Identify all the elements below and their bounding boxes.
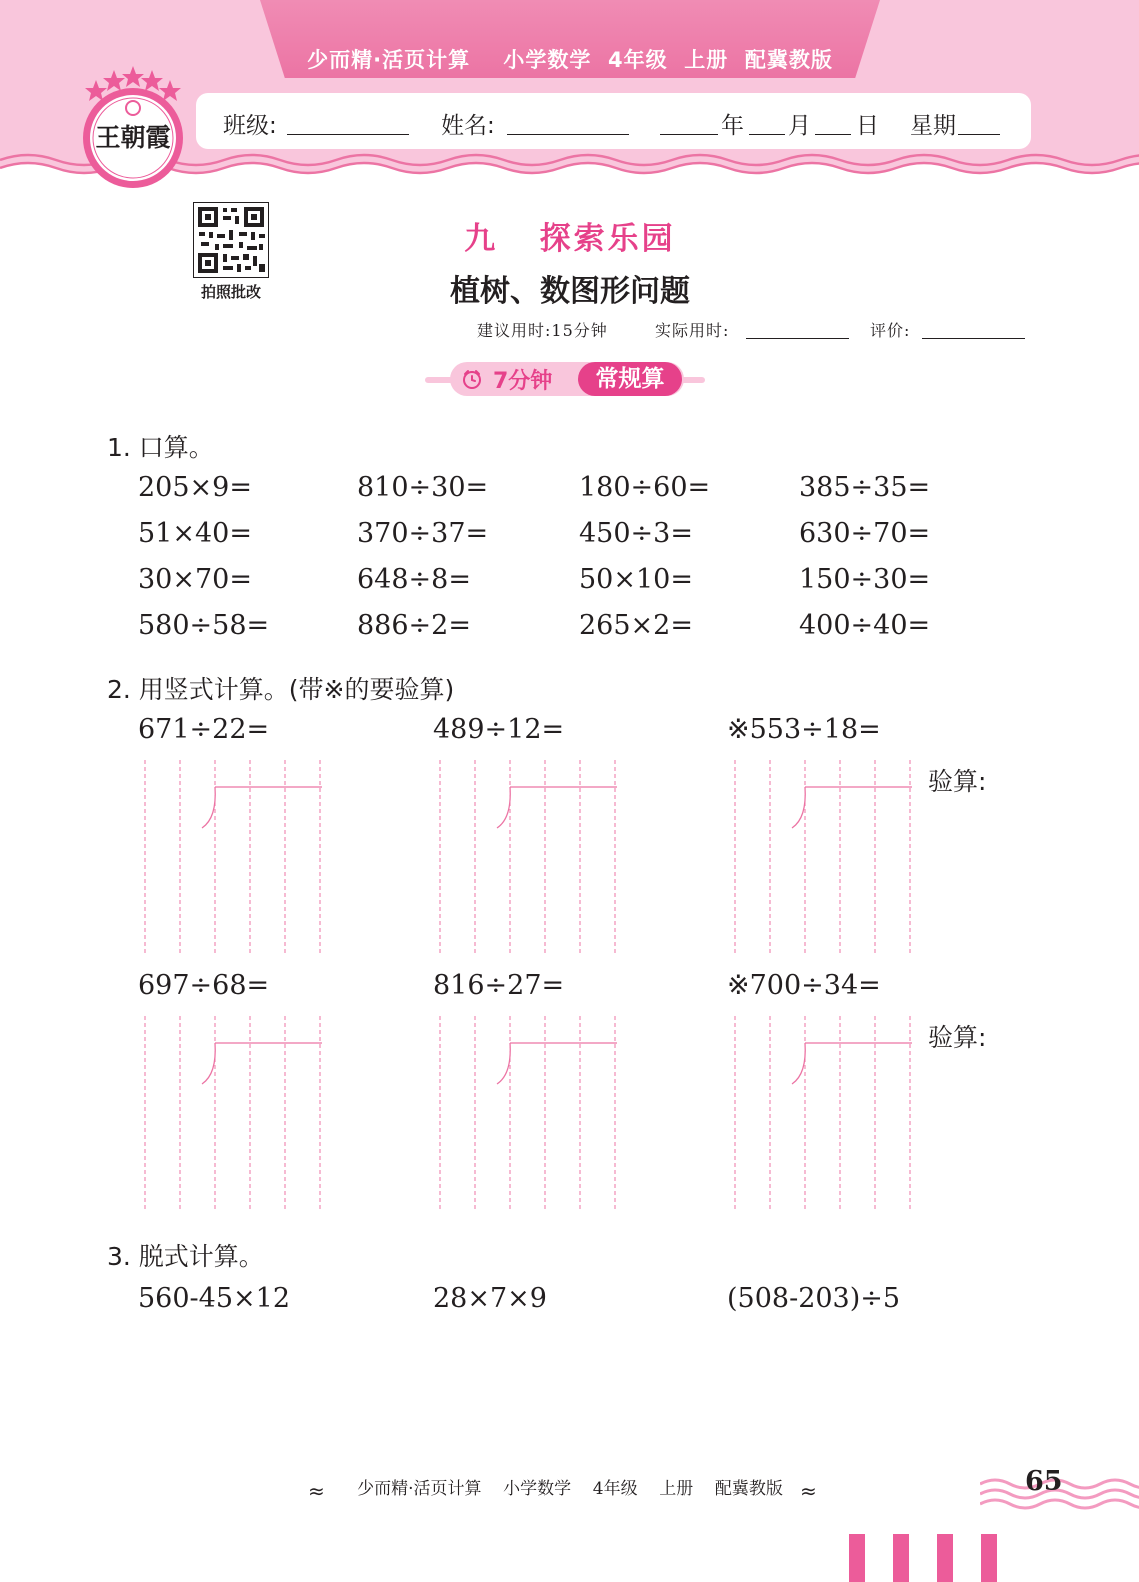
name-label: 姓名:	[441, 113, 495, 139]
brand-logo	[74, 64, 192, 190]
oral-problem: 51×40=	[138, 518, 252, 549]
division-work-area[interactable]	[425, 1016, 625, 1212]
series-title: 少而精·活页计算 小学数学 4年级 上册 配冀教版	[307, 48, 833, 72]
vertical-problem: ※700÷34=	[727, 970, 881, 1001]
vertical-problem: 671÷22=	[138, 714, 270, 745]
vertical-problem: ※553÷18=	[727, 714, 881, 745]
weekday-field[interactable]	[958, 134, 1000, 135]
month-label: 月	[788, 113, 811, 139]
clock-icon	[461, 368, 483, 390]
year-label: 年	[721, 113, 744, 139]
stepwise-problem: (508-203)÷5	[727, 1283, 901, 1314]
oral-problem: 30×70=	[138, 564, 252, 595]
footer-bar-decoration	[893, 1534, 909, 1582]
class-label: 班级:	[223, 113, 277, 139]
oral-problem: 630÷70=	[799, 518, 931, 549]
page-number: 65	[1025, 1466, 1063, 1497]
oral-problem: 50×10=	[579, 564, 693, 595]
oral-problem: 450÷3=	[579, 518, 693, 549]
day-field[interactable]	[815, 134, 851, 135]
class-field[interactable]	[287, 134, 409, 135]
oral-problem: 385÷35=	[799, 472, 931, 503]
oral-problem: 400÷40=	[799, 610, 931, 641]
weekday-label: 星期	[910, 113, 956, 139]
section-1-title: 1. 口算。	[107, 433, 214, 462]
actual-time-field[interactable]	[746, 338, 849, 339]
section-2-title: 2. 用竖式计算。(带※的要验算)	[107, 675, 455, 704]
footer-text: 少而精·活页计算 小学数学 4年级 上册 配冀教版	[357, 1479, 783, 1499]
stepwise-problem: 560-45×12	[138, 1283, 290, 1314]
name-field[interactable]	[507, 134, 629, 135]
qr-caption: 拍照批改	[200, 283, 261, 301]
oral-problem: 180÷60=	[579, 472, 711, 503]
division-work-area[interactable]	[130, 760, 330, 956]
division-work-area[interactable]	[130, 1016, 330, 1212]
badge-label: 常规算	[578, 362, 682, 396]
unit-title: 九 探索乐园	[464, 221, 676, 257]
check-label: 验算:	[928, 767, 987, 796]
oral-problem: 205×9=	[138, 472, 252, 503]
suggested-time: 建议用时:15分钟	[477, 321, 608, 340]
oral-problem: 150÷30=	[799, 564, 931, 595]
badge-minutes: 7分钟	[493, 369, 553, 394]
actual-time-label: 实际用时:	[655, 321, 730, 340]
oral-problem: 265×2=	[579, 610, 693, 641]
section-3-title: 3. 脱式计算。	[107, 1242, 264, 1271]
check-label: 验算:	[928, 1023, 987, 1052]
lesson-title: 植树、数图形问题	[450, 274, 690, 309]
footer-wave-icon: ≈	[308, 1479, 325, 1503]
logo-text: 王朝霞	[95, 123, 171, 152]
qr-code-icon[interactable]	[193, 202, 269, 278]
rating-label: 评价:	[870, 321, 911, 340]
year-field[interactable]	[660, 134, 718, 135]
vertical-problem: 816÷27=	[433, 970, 565, 1001]
footer-bar-decoration	[981, 1534, 997, 1582]
oral-problem: 370÷37=	[357, 518, 489, 549]
oral-problem: 810÷30=	[357, 472, 489, 503]
footer-wave-icon: ≈	[800, 1479, 817, 1503]
rating-field[interactable]	[922, 338, 1025, 339]
stepwise-problem: 28×7×9	[433, 1283, 547, 1314]
division-work-area[interactable]	[720, 760, 920, 956]
footer-bar-decoration	[937, 1534, 953, 1582]
footer-bar-decoration	[849, 1534, 865, 1582]
oral-problem: 648÷8=	[357, 564, 471, 595]
vertical-problem: 489÷12=	[433, 714, 565, 745]
student-info-bar	[196, 93, 1031, 149]
vertical-problem: 697÷68=	[138, 970, 270, 1001]
division-work-area[interactable]	[425, 760, 625, 956]
oral-problem: 580÷58=	[138, 610, 270, 641]
day-label: 日	[856, 113, 879, 139]
month-field[interactable]	[749, 134, 785, 135]
division-work-area[interactable]	[720, 1016, 920, 1212]
oral-problem: 886÷2=	[357, 610, 471, 641]
